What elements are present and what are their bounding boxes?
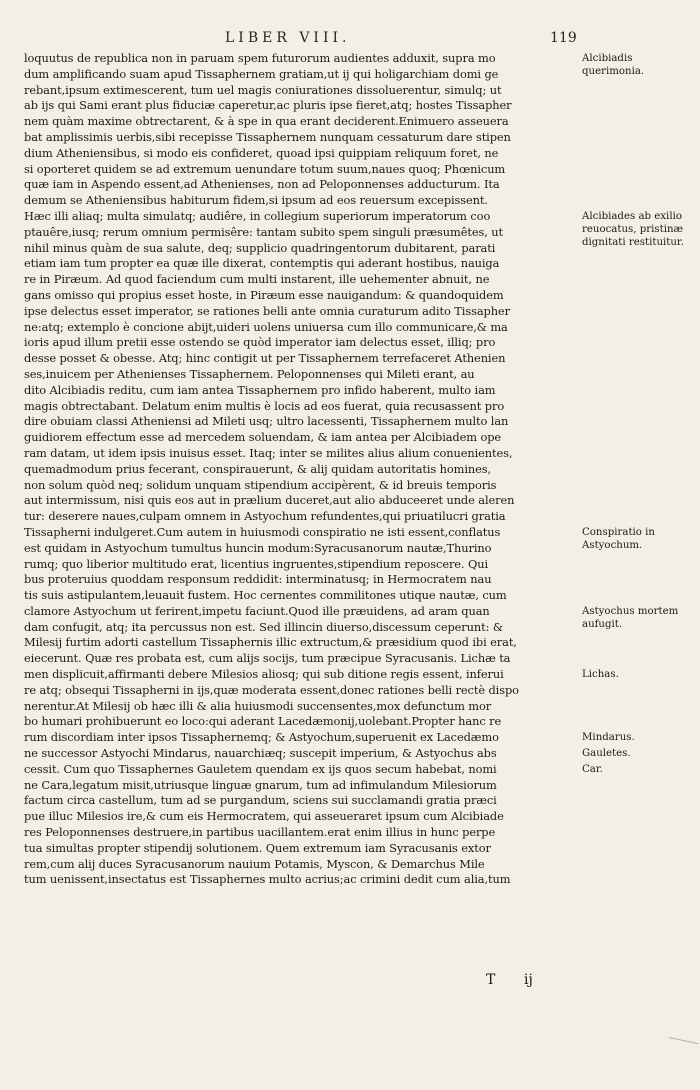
text-line: rem,cum alij duces Syracusanorum nauium Potamis, Myscon, & Demarchus Mile (24, 856, 485, 871)
text-line: gans omisso qui propius esset hoste, in Piræum esse nauigandum: & quandoquidem (24, 287, 504, 302)
text-line: ne:atq; extemplo è concione abijt,uideri uolens uniuersa cum illo communicare,& ma (24, 319, 508, 334)
text-line: bus proteruius quoddam responsum reddidit: interminatusq; in Hermocratem nau (24, 572, 492, 587)
text-line: factum circa castellum, tum ad se purgandum, sciens sui succlamandi gratia præci (24, 793, 497, 808)
text-line: dire obuiam classi Atheniensi ad Mileti usq; ultro lacessenti, Tissaphernem multo lan (24, 414, 509, 429)
margin-note: Lichas. (582, 669, 619, 681)
text-line: rumq; quo liberior multitudo erat, licentius ingruentes,stipendium reposcere. Qui (24, 556, 489, 571)
text-line: ipse delectus esset imperator, se rationes belli ante omnia curaturum adito Tissapher (24, 303, 510, 318)
text-line: tua simultas propter stipendij solutionem. Quem extremum iam Syracusanis extor (24, 840, 491, 855)
text-line: Hæc illi aliaq; multa simulatq; audiêre, in collegium superiorum imperatorum coo (24, 208, 491, 223)
running-title: LIBER VIII. (225, 30, 351, 46)
text-line: dum amplificando suam apud Tissaphernem gratiam,ut ij qui holigarchiam domi ge (24, 66, 499, 81)
text-line: tur: deserere naues,culpam omnem in Astyochum refundentes,qui priuatilucri gratia (24, 509, 506, 524)
margin-note: Astyochus mortem aufugit. (582, 606, 679, 630)
page-edge-crease (668, 1037, 698, 1048)
page-number: 119 (550, 30, 577, 46)
text-line: men displicuit,affirmanti debere Milesios aliosq; qui sub ditione regis essent, inferui (24, 667, 504, 682)
text-line: tum uenissent,insectatus est Tissaphernes multo acrius;ac crimini dedit cum alia,tum (24, 872, 511, 887)
text-line: dito Alcibiadis reditu, cum iam antea Tissaphernem pro infido haberent, multo iam (24, 382, 496, 397)
text-line: demum se Atheniensibus habiturum fidem,si ipsum ad eos reuersum excepissent. (24, 193, 488, 208)
text-line: rum discordiam inter ipsos Tissaphernemq; & Astyochum,superuenit ex Lacedæmo (24, 730, 499, 745)
text-line: guidiorem effectum esse ad mercedem soluendam, & iam antea per Alcibiadem ope (24, 430, 502, 445)
text-line: etiam iam tum propter ea quæ ille dixerat, contemptis qui aderant hostibus, nauiga (24, 256, 500, 271)
text-line: dium Atheniensibus, si modo eis confideret, quoad ipsi quippiam reliquum foret, ne (24, 145, 499, 160)
text-line: ne successor Astyochi Mindarus, nauarchiæq; suscepit imperium, & Astyochus abs (24, 746, 497, 761)
text-line: bo humari prohibuerunt eo loco:qui aderant Lacedæmonij,uolebant.Propter hanc re (24, 714, 502, 729)
margin-note: Gauletes. (582, 748, 631, 760)
margin-note: Conspiratio in Astyochum. (582, 527, 655, 551)
text-line: ioris apud illum pretii esse ostendo se quòd imperator iam delectus esset, illiq; pro (24, 335, 496, 350)
main-text-block (24, 51, 579, 888)
margin-note: Car. (582, 764, 603, 775)
text-line: ptauêre,iusq; rerum omnium permisêre: tantam subito spem singuli præsumêtes, ut (24, 224, 503, 239)
signature-mark: T (486, 972, 496, 988)
text-line: tis suis astipulantem,leuauit fustem. Hoc cernentes commilitones utique nautæ, cum (24, 588, 507, 603)
text-line: dam confugit, atq; ita percussus non est. Sed illincin diuerso,discessum ceperunt: & (24, 619, 503, 634)
text-line: quæ iam in Aspendo essent,ad Athenienses, non ad Peloponnenses adducturum. Ita (24, 177, 500, 192)
text-line: nerentur.At Milesij ob hæc illi & alia huiusmodi succensentes,mox defunctum mor (24, 698, 492, 713)
text-line: rebant,ipsum extimescerent, tum uel magis coniurationes dissoluerentur, simulq; ut (24, 82, 502, 97)
text-line: clamore Astyochum ut ferirent,impetu faciunt.Quod ille præuidens, ad aram quan (24, 603, 490, 618)
text-line: eiecerunt. Quæ res probata est, cum alijs socijs, tum præcipue Syracusanis. Lichæ ta (24, 651, 511, 666)
text-line: pue illuc Milesios ire,& cum eis Hermocratem, qui asseueraret ipsum cum Alcibiade (24, 809, 504, 824)
text-line: ses,inuicem per Athenienses Tissaphernem. Peloponnenses qui Mileti erant, au (24, 366, 475, 381)
text-line: nem quàm maxime obtrectarent, & à spe in qua erant deciderent.Enimuero asseuera (24, 114, 509, 129)
text-line: quemadmodum prius fecerant, conspirauerunt, & alij quidam autoritatis homines, (24, 461, 492, 476)
text-line: re in Piræum. Ad quod faciendum cum multi instarent, ille uehementer abnuit, ne (24, 272, 490, 287)
text-line: si oporteret quidem se ad extremum uenundare totum suum,naues quoq; Phœnicum (24, 161, 506, 176)
text-line: ram datam, ut idem ipsis inuisus esset. Itaq; inter se milites alius alium conuenientes, (24, 445, 513, 460)
text-line: non solum quòd neq; solidum unquam stipendium accipèrent, & id breuis temporis (24, 477, 497, 492)
text-line: loquutus de republica non in paruam spem futurorum audientes adduxit, supra mo (24, 51, 496, 65)
text-line: res Peloponnenses destruere,in partibus uacillantem.erat enim illius in hunc perpe (24, 825, 496, 840)
text-line: nihil minus quàm de sua salute, deq; supplicio quadringentorum dubitarent, parati (24, 240, 496, 255)
text-line: re atq; obsequi Tissapherni in ijs,quæ moderata essent,donec rationes belli rectè dispo (24, 682, 519, 697)
text-line: cessit. Cum quo Tissaphernes Gauletem quendam ex ijs quos secum habebat, nomi (24, 761, 497, 776)
text-line: magis obtrectabant. Delatum enim multis è locis ad eos fuerat, quia recusassent pro (24, 398, 505, 413)
text-line: desse posset & obesse. Atq; hinc contigit ut per Tissaphernem terrefaceret Athenien (24, 351, 506, 366)
page-footer (0, 972, 700, 992)
running-header (0, 30, 700, 52)
text-line: bat amplissimis uerbis,sibi recepisse Tissaphernem nunquam cessaturum dare stipen (24, 129, 511, 144)
catchword: ij (524, 972, 533, 988)
text-line: ab ijs qui Sami erant plus fiduciæ caperetur,ac pluris ipse fieret,atq; hostes Tissapher (24, 98, 512, 113)
margin-note: Alcibiadis querimonia. (582, 53, 645, 77)
text-line: est quidam in Astyochum tumultus huncin modum:Syracusanorum nautæ,Thurino (24, 540, 492, 555)
text-line: ne Cara,legatum misit,utriusque linguæ gnarum, tum ad infimulandum Milesiorum (24, 777, 497, 792)
margin-note: Alcibiades ab exilio reuocatus, pristinæ dignitati restituitur. (582, 211, 684, 248)
text-line: aut intermissum, nisi quis eos aut in prælium duceret,aut alio abduceeret unde aleren (24, 493, 515, 508)
margin-note: Mindarus. (582, 732, 635, 744)
text-line: Milesij furtim adorti castellum Tissaphernis illic extructum,& præsidium quod ibi erat, (24, 635, 517, 650)
text-line: Tissapherni indulgeret.Cum autem in huiusmodi conspiratio ne isti essent,conflatus (24, 524, 501, 539)
